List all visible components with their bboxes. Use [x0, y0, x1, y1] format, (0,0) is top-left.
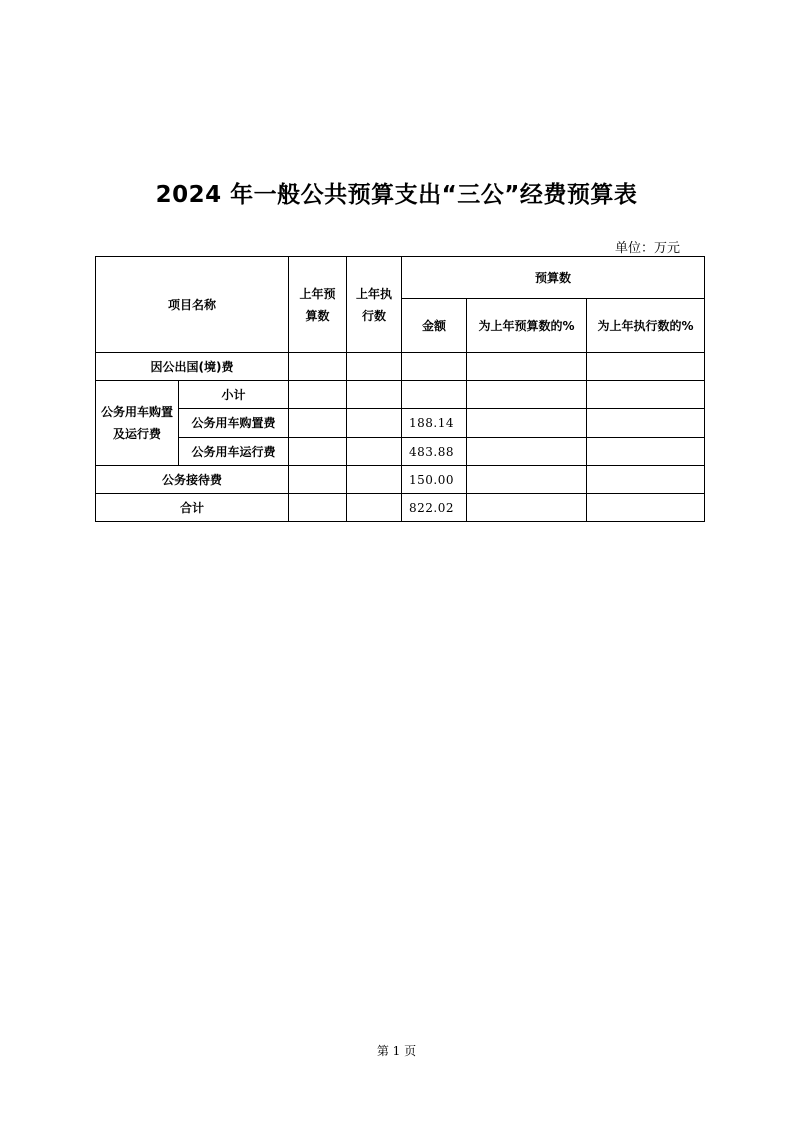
cell-empty — [289, 381, 347, 409]
row-label-reception: 公务接待费 — [96, 466, 289, 494]
cell-amount-reception: 150.00 — [402, 466, 467, 494]
cell-empty — [347, 353, 402, 381]
header-item-name: 项目名称 — [96, 257, 289, 353]
cell-empty — [289, 438, 347, 466]
cell-empty — [467, 466, 587, 494]
header-last-year-budget — [289, 257, 347, 353]
row-label-total: 合计 — [96, 494, 289, 522]
cell-empty — [467, 409, 587, 438]
cell-empty — [467, 438, 587, 466]
cell-empty — [347, 409, 402, 438]
row-label-vehicle-operation: 公务用车运行费 — [179, 438, 289, 466]
cell-empty — [347, 494, 402, 522]
cell-empty — [347, 466, 402, 494]
cell-amount-total: 822.02 — [402, 494, 467, 522]
row-label-subtotal: 小计 — [179, 381, 289, 409]
cell-empty — [289, 353, 347, 381]
cell-amount-vehicle-purchase: 188.14 — [402, 409, 467, 438]
table-row-subtotal — [96, 381, 705, 409]
row-label-abroad: 因公出国(境)费 — [96, 353, 289, 381]
row-label-vehicle-purchase: 公务用车购置费 — [179, 409, 289, 438]
cell-empty — [587, 466, 705, 494]
cell-amount-subtotal — [402, 381, 467, 409]
cell-empty — [587, 494, 705, 522]
cell-empty — [289, 466, 347, 494]
header-last-year-exec-text: 上年执行数 — [356, 286, 393, 323]
cell-empty — [467, 353, 587, 381]
table-row-vehicle-purchase — [96, 409, 705, 438]
table-row-reception — [96, 466, 705, 494]
cell-empty — [587, 353, 705, 381]
cell-empty — [289, 409, 347, 438]
header-row-1 — [96, 257, 705, 299]
header-last-year-budget-text: 上年预算数 — [299, 286, 336, 323]
table-row-abroad — [96, 353, 705, 381]
header-pct-of-budget: 为上年预算数的% — [467, 299, 587, 353]
cell-amount-vehicle-operation: 483.88 — [402, 438, 467, 466]
cell-empty — [587, 409, 705, 438]
unit-label: 单位：万元 — [614, 241, 680, 256]
cell-amount-abroad — [402, 353, 467, 381]
header-amount: 金额 — [402, 299, 467, 353]
row-label-vehicle-group — [96, 381, 179, 466]
cell-empty — [467, 494, 587, 522]
vehicle-group-text: 公务用车购置及运行费 — [101, 405, 174, 441]
cell-empty — [347, 381, 402, 409]
table-row-total — [96, 494, 705, 522]
cell-empty — [587, 438, 705, 466]
cell-empty — [467, 381, 587, 409]
header-pct-of-exec: 为上年执行数的% — [587, 299, 705, 353]
cell-empty — [347, 438, 402, 466]
page-title: 2024 年一般公共预算支出“三公”经费预算表 — [155, 182, 638, 208]
header-last-year-exec — [347, 257, 402, 353]
header-budget: 预算数 — [402, 257, 705, 299]
cell-empty — [587, 381, 705, 409]
table-row-vehicle-operation — [96, 438, 705, 466]
page-number: 第 1 页 — [376, 1044, 417, 1058]
three-public-budget-table — [95, 256, 705, 522]
cell-empty — [289, 494, 347, 522]
